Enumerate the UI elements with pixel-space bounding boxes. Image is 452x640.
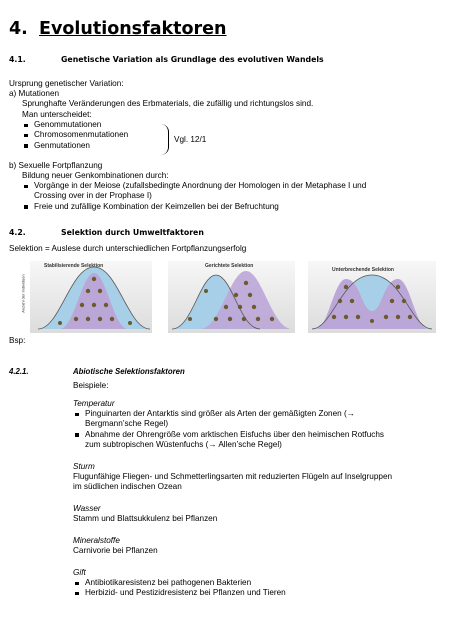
grouping-brace <box>160 124 169 155</box>
panel-title-directional: Gerichtete Selektion <box>205 263 254 269</box>
section-heading-text: Selektion durch Umweltfaktoren <box>61 228 204 237</box>
list-item: Herbizid- und Pestizidresistenz bei Pflanzen und Tieren <box>73 588 445 598</box>
storm-title: Sturm <box>73 462 95 471</box>
mutations-label: a) Mutationen <box>9 89 60 98</box>
list-item: Antibiotikaresistenz bei pathogenen Bakterien <box>73 578 445 588</box>
selection-types-figure <box>20 261 450 333</box>
minerals-title: Mineralstoffe <box>73 536 120 545</box>
y-axis-label: Anzahl der Individuen <box>20 274 26 313</box>
list-item: Vorgänge in der Meiose (zufallsbedingte Anordnung der Homologen in der Metaphase I und <box>22 181 442 191</box>
chapter-number: 4. <box>9 19 28 39</box>
variation-intro: Ursprung genetischer Variation: <box>9 79 124 88</box>
section-number: 4.2. <box>9 228 26 237</box>
examples-label: Beispiele: <box>73 381 109 390</box>
minerals-text: Carnivorie bei Pflanzen <box>73 546 158 555</box>
mutation-types-list <box>22 120 172 151</box>
section-heading-text: Abiotische Selektionsfaktoren <box>73 367 185 376</box>
list-item: Chromosomenmutationen <box>22 130 172 140</box>
water-title: Wasser <box>73 504 101 513</box>
example-label: Bsp: <box>9 336 26 345</box>
list-item: Genommutationen <box>22 120 172 130</box>
chapter-title-text: Evolutionsfaktoren <box>39 19 227 39</box>
sexual-reproduction-description: Bildung neuer Genkombinationen durch: <box>22 171 169 180</box>
sexual-reproduction-label: b) Sexuelle Fortpflanzung <box>9 161 103 170</box>
section-4-2-heading <box>9 228 204 238</box>
section-4-1-heading <box>9 55 324 65</box>
water-text: Stamm und Blattsukkulenz bei Pflanzen <box>73 514 218 523</box>
section-heading-text: Genetische Variation als Grundlage des evolutiven Wandels <box>61 55 324 64</box>
list-item-continuation: Crossing over in der Prophase I) <box>34 191 152 201</box>
list-item: Freie und zufällige Kombination der Keimzellen bei der Befruchtung <box>22 202 442 212</box>
section-4-2-1-heading <box>9 367 185 377</box>
reference-note: Vgl. 12/1 <box>174 135 207 144</box>
selection-definition: Selektion = Auslese durch unterschiedlichen Fortpflanzungserfolg <box>9 244 247 253</box>
poison-list <box>73 578 445 599</box>
panel-title-stabilizing: Stabilisierende Selektion <box>44 263 104 269</box>
poison-title: Gift <box>73 568 86 577</box>
storm-text-line: Flugunfähige Fliegen- und Schmetterlingsarten mit reduzierten Flügeln auf Inselgruppen <box>73 472 393 481</box>
chapter-title <box>9 18 227 40</box>
recombination-list <box>22 181 442 212</box>
list-item: Abnahme der Ohrengröße vom arktischen Eisfuchs über den heimischen Rotfuchs <box>73 430 445 440</box>
section-number: 4.1. <box>9 55 26 64</box>
mutations-description: Sprunghafte Veränderungen des Erbmaterials, die zufällig und richtungslos sind. <box>22 99 314 108</box>
temperature-title: Temperatur <box>73 399 115 408</box>
list-item-continuation: Bergmann’sche Regel) <box>85 419 169 429</box>
mutations-subtitle: Man unterscheidet: <box>22 110 92 119</box>
panel-title-disruptive: Unterbrechende Selektion <box>332 267 394 273</box>
temperature-list <box>73 409 445 451</box>
storm-text-line: im südlichen indischen Ozean <box>73 482 182 491</box>
list-item: Genmutationen <box>22 141 172 151</box>
list-item-continuation: zum subtropischen Wüstenfuchs (→ Allen’sche Regel) <box>85 440 282 450</box>
section-number: 4.2.1. <box>9 367 29 376</box>
list-item: Pinguinarten der Antarktis sind größer als Arten der gemäßigten Zonen (→ <box>73 409 445 419</box>
